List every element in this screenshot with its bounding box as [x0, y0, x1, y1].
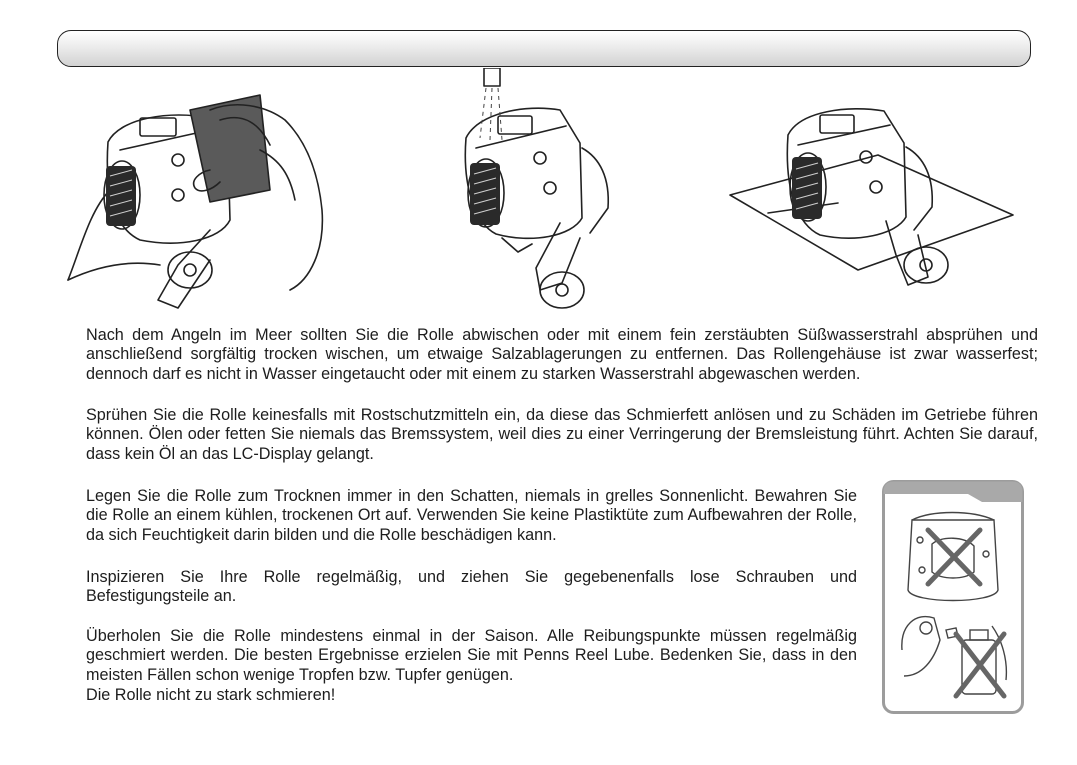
- paragraph-rinsing: Nach dem Angeln im Meer sollten Sie die Rolle abwischen oder mit einem fein zerstäubten Süßwasserstrahl absprühen und anschließend sorgfältig trocken wischen, um etwaige Salzablagerungen zu entfernen. Das Rollengehäuse ist zwar wasserfest; dennoch darf es nicht in Wasser eingetaucht oder mit einem zu starken Wasserstrahl abgewaschen werden.: [86, 326, 1038, 383]
- illustration-wiping-reel: [60, 90, 330, 315]
- illustration-rinsing-reel: [440, 68, 640, 315]
- paragraph-lubrication: Überholen Sie die Rolle mindestens einmal in der Saison. Alle Reibungspunkte müssen regelmäßig geschmiert werden. Die besten Ergebnisse erzielen Sie mit Penns Reel Lube. Bedenken Sie, dass in den meisten Fällen schon wenige Tropfen bzw. Tupfer genügen.: [86, 627, 857, 684]
- paragraph-storage: Legen Sie die Rolle zum Trocknen immer in den Schatten, niemals in grelles Sonnenlicht. Bewahren Sie die Rolle an einem kühlen, trockenen Ort auf. Verwenden Sie keine Plastiktüte zum Aufbewahren der Rolle, da sich Feuchtigkeit darin bilden und die Rolle beschädigen kann.: [86, 487, 857, 544]
- paragraph-no-rust-spray: Sprühen Sie die Rolle keinesfalls mit Rostschutzmitteln ein, da diese das Schmierfett anlösen und zu Schäden im Getriebe führen können. Ölen oder fetten Sie niemals das Bremssystem, weil dies zu einer Verringerung der Bremsleistung führt. Achten Sie darauf, dass kein Öl an das LC-Display gelangt.: [86, 406, 1038, 463]
- dont-pictogram-panel: [882, 480, 1024, 714]
- illustration-drying-reel: [728, 95, 1018, 305]
- paragraph-inspection: Inspizieren Sie Ihre Rolle regelmäßig, und ziehen Sie gegebenenfalls lose Schrauben und Befestigungsteile an.: [86, 568, 857, 606]
- paragraph-warning-overlubricate: Die Rolle nicht zu stark schmieren!: [86, 686, 336, 704]
- section-header-bar: [57, 30, 1031, 67]
